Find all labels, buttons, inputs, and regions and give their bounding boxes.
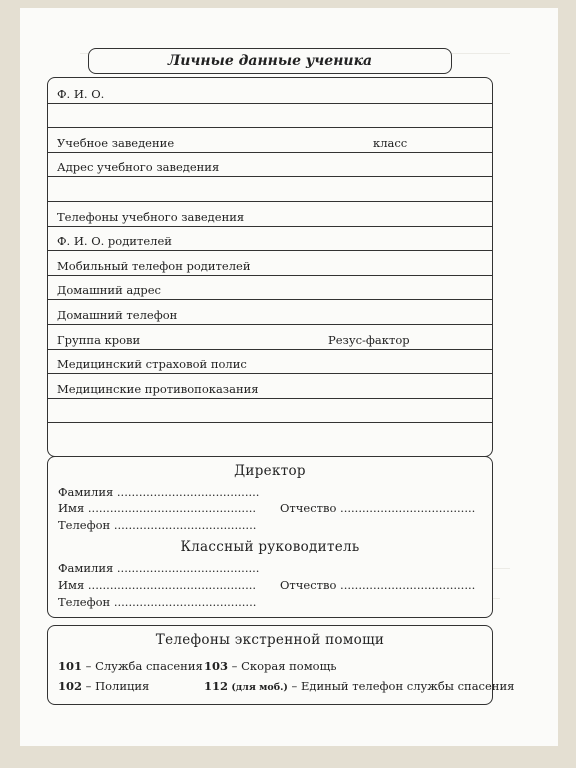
form-row-label: Группа крови <box>57 332 141 347</box>
form-row-label: Домашний адрес <box>57 283 161 298</box>
form-row-right-label: класс <box>373 135 408 150</box>
contacts-block <box>47 456 493 618</box>
director-phone-field[interactable]: Телефон ....................................... <box>58 518 257 532</box>
form-row[interactable] <box>48 324 492 350</box>
form-row-label: Мобильный телефон родителей <box>57 258 251 273</box>
emergency-phones-block <box>47 625 515 705</box>
class-teacher-heading: Классный руководитель <box>180 539 360 555</box>
form-row[interactable] <box>48 299 492 325</box>
form-row[interactable] <box>48 127 492 153</box>
form-row-label: Учебное заведение <box>57 135 175 150</box>
form-row[interactable] <box>48 250 492 276</box>
form-row[interactable] <box>48 103 492 129</box>
form-row[interactable] <box>48 373 492 399</box>
emergency-heading: Телефоны экстренной помощи <box>155 632 385 648</box>
form-row-label: Ф. И. О. родителей <box>57 234 172 249</box>
form-row[interactable] <box>48 226 492 252</box>
form-row[interactable] <box>48 78 492 104</box>
form-row-right-label: Резус-фактор <box>328 332 410 347</box>
director-patronymic-field[interactable]: Отчество ..................................... <box>280 501 476 515</box>
emergency-item-rescue: 101 – Служба спасения <box>58 659 203 673</box>
teacher-phone-field[interactable]: Телефон ....................................... <box>58 595 257 609</box>
form-row-label: Домашний телефон <box>57 307 178 322</box>
form-row[interactable] <box>48 176 492 202</box>
form-row-label: Ф. И. О. <box>57 86 105 101</box>
form-row[interactable] <box>48 398 492 424</box>
emergency-item-single-number: 112 (для моб.) – Единый телефон службы спасения <box>204 679 515 693</box>
form-row-label: Адрес учебного заведения <box>57 160 220 175</box>
form-row[interactable] <box>48 275 492 301</box>
form-row[interactable] <box>48 349 492 375</box>
page-title: Личные данные ученика <box>88 48 452 74</box>
form-row[interactable] <box>48 201 492 227</box>
teacher-surname-field[interactable]: Фамилия ....................................... <box>58 561 260 575</box>
notebook-page <box>20 8 558 746</box>
form-row-label: Медицинский страховой полис <box>57 357 247 372</box>
emergency-item-ambulance: 103 – Скорая помощь <box>204 659 337 673</box>
emergency-item-police: 102 – Полиция <box>58 679 150 693</box>
director-surname-field[interactable]: Фамилия ....................................... <box>58 485 260 499</box>
student-data-form <box>47 77 493 457</box>
form-row-label: Медицинские противопоказания <box>57 381 259 396</box>
teacher-patronymic-field[interactable]: Отчество ..................................... <box>280 578 476 592</box>
director-heading: Директор <box>234 463 306 479</box>
form-row-label: Телефоны учебного заведения <box>57 209 245 224</box>
director-name-field[interactable]: Имя .............................................. <box>58 501 257 515</box>
teacher-name-field[interactable]: Имя .............................................. <box>58 578 257 592</box>
form-row[interactable] <box>48 152 492 178</box>
form-row[interactable] <box>48 422 492 447</box>
